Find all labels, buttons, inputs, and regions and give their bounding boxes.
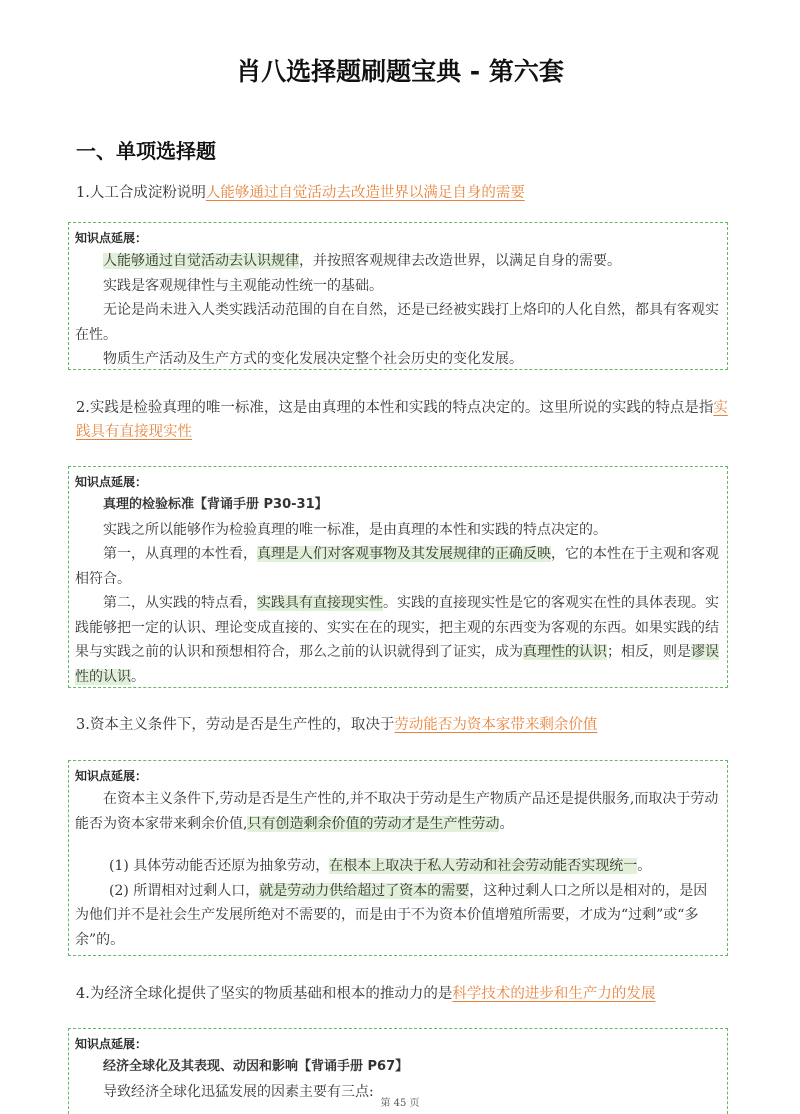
- knowledge-box-label: 知识点延展：: [75, 1037, 148, 1051]
- box-1-line-3: 无论是尚未进入人类实践活动范围的自在自然，还是已经被实践打上烙印的人化自然，都具有客观实在性。: [75, 302, 719, 343]
- box-2-subheading: 真理的检验标准【背诵手册 P30-31】: [103, 497, 328, 512]
- question-3-stem: 3.资本主义条件下，劳动是否是生产性的，取决于: [76, 717, 395, 733]
- question-4: [76, 982, 730, 1006]
- question-2: [76, 396, 730, 444]
- box-1-line-2: 实践是客观规律性与主观能动性统一的基础。: [103, 277, 383, 294]
- question-1-stem: 1.人工合成淀粉说明: [76, 185, 206, 201]
- page-title: 肖八选择题刷题宝典 - 第六套: [236, 57, 564, 86]
- box-4-line-1: 导致经济全球化迅猛发展的因素主要有三点:: [103, 1083, 374, 1100]
- box-1-line-4: 物质生产活动及生产方式的变化发展决定整个社会历史的变化发展。: [103, 351, 523, 367]
- question-2-answer: 实践具有直接现实性: [76, 400, 728, 440]
- box-1-line-1: 人能够通过自觉活动去认识规律，并按照客观规律去改造世界，以满足自身的需要。: [103, 253, 621, 269]
- box-3-line-1: 在资本主义条件下,劳动是否是生产性的,并不取决于劳动是生产物质产品还是提供服务,而取决于劳动能否为资本家带来剩余价值,只有创造剩余价值的劳动才是生产性劳动。: [75, 791, 719, 832]
- box-2-line-1: 实践之所以能够作为检验真理的唯一标准，是由真理的本性和实践的特点决定的。: [103, 521, 607, 538]
- page-number: 第 45 页: [380, 1098, 420, 1109]
- box-4-subheading: 经济全球化及其表现、动因和影响【背诵手册 P67】: [103, 1059, 409, 1074]
- box-3-line-3: (2) 所谓相对过剩人口，就是劳动力供给超过了资本的需要，这种过剩人口之所以是相对的，是因为他们并不是社会生产发展所绝对不需要的，而是由于不为资本价值增殖所需要，才成为“过剩”或“多余”的。: [75, 882, 708, 948]
- question-1: [76, 181, 730, 205]
- knowledge-box-3: [68, 760, 728, 956]
- box-2-line-3: 第二，从实践的特点看，实践具有直接现实性。实践的直接现实性是它的客观实在性的具体表现。实践能够把一定的认识、理论变成直接的、实实在在的现实，把主观的东西变为客观的东西。如果实践的结果与实践之前的认识和预想相符合，那么之前的认识就得到了证实，成为真理性的认识；相反，则是谬误性的认识。: [75, 595, 719, 685]
- knowledge-box-label: 知识点延展：: [75, 769, 148, 783]
- question-3-answer: 劳动能否为资本家带来剩余价值: [394, 717, 598, 733]
- question-2-stem: 2.实践是检验真理的唯一标准，这是由真理的本性和实践的特点决定的。这里所说的实践的特点是指: [76, 400, 714, 416]
- knowledge-box-1: [68, 222, 728, 370]
- question-4-answer: 科学技术的进步和生产力的发展: [452, 986, 656, 1002]
- question-3: [76, 713, 730, 737]
- question-4-stem: 4.为经济全球化提供了坚实的物质基础和根本的推动力的是: [76, 986, 453, 1002]
- question-1-answer: 人能够通过自觉活动去改造世界以满足自身的需要: [205, 185, 525, 201]
- box-3-line-2: (1) 具体劳动能否还原为抽象劳动，在根本上取决于私人劳动和社会劳动能否实现统一。: [109, 858, 652, 874]
- knowledge-box-label: 知识点延展：: [75, 475, 148, 489]
- section-heading: 一、单项选择题: [76, 139, 216, 163]
- knowledge-box-2: [68, 466, 728, 688]
- knowledge-box-label: 知识点延展：: [75, 231, 148, 245]
- box-2-line-2: 第一，从真理的本性看，真理是人们对客观事物及其发展规律的正确反映，它的本性在于主观和客观相符合。: [75, 546, 719, 587]
